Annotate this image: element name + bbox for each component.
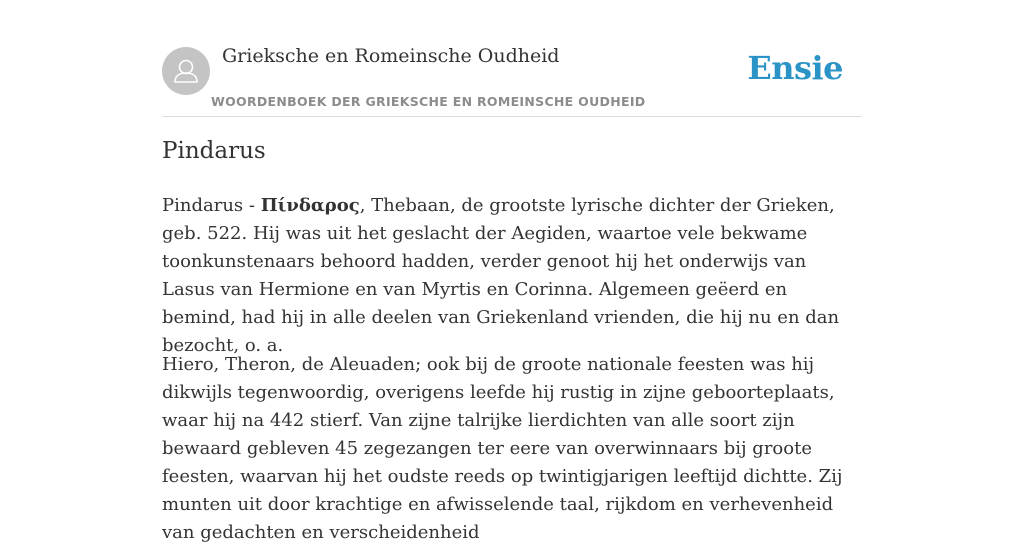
site-subtitle: WOORDENBOEK DER GRIEKSCHE EN ROMEINSCHE OUDHEID (211, 94, 646, 109)
ensie-logo[interactable]: Ensie (747, 49, 843, 87)
site-title[interactable]: Grieksche en Romeinsche Oudheid (222, 45, 560, 67)
person-icon (162, 47, 210, 95)
site-header (162, 44, 862, 117)
greek-term: Πίνδαρος (260, 195, 360, 216)
entry-term: Pindarus - (162, 195, 261, 216)
user-avatar-icon[interactable] (162, 47, 210, 95)
entry-paragraph-1-text: , Thebaan, de grootste lyrische dichter der Grieken, geb. 522. Hij was uit het geslacht der Aegiden, waartoe vele bekwame toonkunstenaars behoord hadden, verder genoot hij het onderwijs van Lasus van Hermione en van Myrtis en Corinna. Algemeen geëerd en bemind, had hij in alle deelen van Griekenland vrienden, die hij nu en dan bezocht, o. a. (162, 195, 840, 356)
entry-paragraph-2: Hiero, Theron, de Aleuaden; ook bij de groote nationale feesten was hij dikwijls tegenwoordig, overigens leefde hij rustig in zijne geboorteplaats, waar hij na 442 stierf. Van zijne talrijke lierdichten van alle soort zijn bewaard gebleven 45 zegezangen ter eere van overwinnaars bij groote feesten, waarvan hij het oudste reeds op twintigjarigen leeftijd dichtte. Zij munten uit door krachtige en afwisselende taal, rijkdom en verhevenheid van gedachten en verscheidenheid (162, 354, 843, 543)
entry-paragraph-1 (162, 192, 862, 360)
entry-title: Pindarus (162, 138, 266, 164)
